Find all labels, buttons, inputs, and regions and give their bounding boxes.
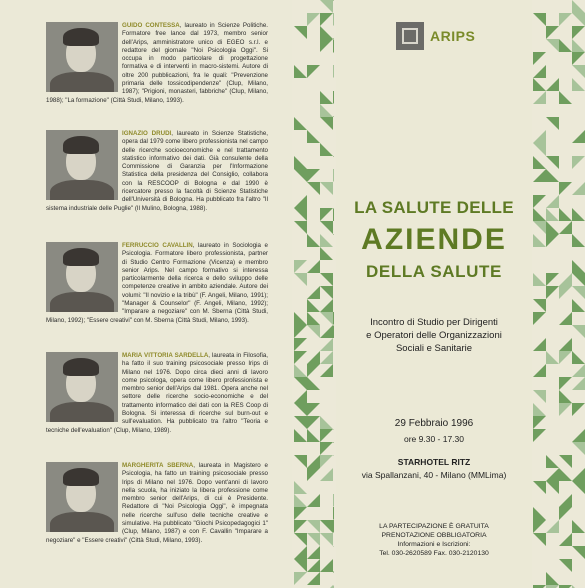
pattern-triangle [559,468,572,481]
pattern-triangle [572,260,585,273]
pattern-triangle [307,572,320,585]
pattern-triangle [307,182,320,195]
pattern-triangle [294,221,307,234]
pattern-triangle [320,182,333,195]
pattern-triangle [572,78,585,91]
pattern-triangle [294,117,307,130]
pattern-triangle [533,338,546,351]
pattern-triangle [533,208,546,221]
pattern-triangle [559,273,572,286]
info-line: Tel. 030-2620589 Fax. 030-2120130 [379,550,489,557]
speaker-name: MARIA VITTORIA SARDELLA [122,352,209,359]
logo-text: ARIPS [430,28,476,44]
speaker-photo [46,130,118,200]
pattern-triangle [572,377,585,390]
pattern-triangle [294,377,307,390]
pattern-triangle [333,572,334,585]
pattern-triangle [294,364,307,377]
pattern-triangle [546,156,559,169]
pattern-triangle [320,325,333,338]
pattern-triangle [307,13,320,26]
pattern-triangle [307,520,320,533]
pattern-triangle [546,520,559,533]
pattern-triangle [320,208,333,221]
event-date: 29 Febbraio 1996 [394,418,474,429]
pattern-triangle [320,286,333,299]
speaker-description: , laureato in Scienze Politiche. Formatore free lance dal 1973, membro senior dell'Arips, amministratore unico di EGEO s.r.l. e redattore del giornale "Noi Psicologia Oggi". Si occupa in modo particolare di progettazione formativa e di interventi in macro-sistemi. Autore di oltre 200 pubblicazioni, fra le quali: "Prevenzione primaria delle tossicodipendenze" (Clup, Milano, 1987); "Prigioni, monasteri, fabbriche" (Clup, Milano, 1988); "La formazione" (Città Studi, Milano, 1993). [46,22,268,104]
pattern-triangle [320,221,333,234]
pattern-triangle [572,130,585,143]
pattern-triangle [333,169,334,182]
title-line-1: LA SALUTE DELLE [354,198,514,217]
pattern-triangle [294,351,307,364]
pattern-triangle [572,65,585,78]
pattern-triangle [533,78,546,91]
pattern-triangle [559,338,572,351]
pattern-triangle [559,286,572,299]
pattern-triangle [572,442,585,455]
pattern-triangle [572,520,585,533]
pattern-triangle [572,234,585,247]
pattern-triangle [320,39,333,52]
pattern-triangle [320,312,333,325]
pattern-triangle [320,559,333,572]
pattern-triangle [533,65,546,78]
pattern-triangle [307,494,320,507]
pattern-triangle [320,234,333,247]
speaker-name: IGNAZIO DRUDI [122,130,172,137]
pattern-triangle [572,52,585,65]
pattern-triangle [307,169,320,182]
pattern-triangle [333,52,334,65]
pattern-triangle [559,377,572,390]
pattern-triangle [546,572,559,585]
decorative-pattern-strip [533,0,585,588]
pattern-triangle [546,195,559,208]
pattern-triangle [572,546,585,559]
pattern-triangle [294,169,307,182]
pattern-triangle [533,312,546,325]
pattern-triangle [559,455,572,468]
pattern-triangle [572,156,585,169]
pattern-triangle [559,39,572,52]
pattern-triangle [559,91,572,104]
pattern-triangle [546,208,559,221]
pattern-triangle [533,520,546,533]
pattern-triangle [559,390,572,403]
pattern-triangle [559,13,572,26]
pattern-triangle [572,26,585,39]
pattern-triangle [294,338,307,351]
pattern-triangle [559,351,572,364]
pattern-triangle [320,468,333,481]
pattern-triangle [333,208,334,221]
pattern-triangle [333,429,334,442]
pattern-triangle [572,403,585,416]
pattern-triangle [320,533,333,546]
pattern-triangle [307,416,320,429]
pattern-triangle [559,533,572,546]
pattern-triangle [294,416,307,429]
pattern-triangle [320,299,333,312]
pattern-triangle [533,130,546,143]
pattern-triangle [320,351,333,364]
pattern-triangle [572,351,585,364]
pattern-triangle [307,468,320,481]
pattern-triangle [307,364,320,377]
pattern-triangle [533,533,546,546]
pattern-triangle [320,104,333,117]
pattern-triangle [320,26,333,39]
pattern-triangle [572,286,585,299]
pattern-triangle [533,13,546,26]
pattern-triangle [333,65,334,78]
pattern-triangle [333,507,334,520]
event-time: ore 9.30 - 17.30 [403,434,464,444]
pattern-triangle [559,208,572,221]
pattern-triangle [572,299,585,312]
pattern-triangle [320,364,333,377]
event-address: via Spallanzani, 40 - Milano (MMLima) [361,470,507,480]
pattern-triangle [572,13,585,26]
pattern-triangle [307,260,320,273]
pattern-triangle [533,364,546,377]
pattern-triangle [320,416,333,429]
pattern-triangle [572,208,585,221]
pattern-triangle [546,351,559,364]
speaker-bio [46,462,268,545]
pattern-triangle [533,52,546,65]
pattern-triangle [307,403,320,416]
pattern-triangle [320,143,333,156]
pattern-triangle [307,65,320,78]
pattern-triangle [333,156,334,169]
cover-panel [336,0,532,588]
pattern-triangle [294,390,307,403]
pattern-triangle [294,494,307,507]
arips-logo [396,22,475,50]
pattern-triangle [559,221,572,234]
pattern-triangle [333,26,334,39]
pattern-triangle [307,351,320,364]
pattern-triangle [572,364,585,377]
speaker-description: , laureato in Sociologia e Psicologia. Formatore libero professionista, partner di Studio Centro Formazione (Vicenza) e membro senior Arips. Nel campo formativo si interessa particolarmente della ricerca e dello sviluppo delle competenze creative in ambito aziendale. Autore dei volumi: "Il novizio e la tribù" (F. Angeli, Milano, 1991); "Manager & Counselor" (F. Angeli, Milano, 1992); "Imparare a negoziare" con M. Sberna (Città Studi, Milano, 1992); "Essere creativi" con M. Sberna (Città Studi, Milano, 1993). [46,242,268,324]
pattern-triangle [294,260,307,273]
pattern-triangle [546,78,559,91]
speaker-description: , laureato in Scienze Statistiche, opera dal 1979 come libero professionista nel campo delle ricerche socioeconomiche e nel trattamento statistico informativo dei dati. Già consulente della Commissione di Garanzia per l'Informazione Statistica della presidenza del Consiglio, collabora con la RESCOOP di Bologna e dal 1990 è ricercatore presso la facoltà di Scienze Statistiche dell'Università di Bologna. Ha pubblicato fra l'altro "Il sistema industriale delle Puglie" (Il Mulino, Bologna, 1988). [46,130,268,212]
pattern-triangle [333,559,334,572]
pattern-triangle [320,455,333,468]
pattern-triangle [333,494,334,507]
pattern-triangle [533,195,546,208]
pattern-triangle [307,546,320,559]
pattern-triangle [294,546,307,559]
speaker-name: GUIDO CONTESSA [122,22,180,29]
speaker-bio [46,22,268,105]
pattern-triangle [333,91,334,104]
pattern-triangle [533,156,546,169]
pattern-triangle [307,234,320,247]
pattern-triangle [572,273,585,286]
pattern-triangle [307,533,320,546]
pattern-triangle [320,520,333,533]
pattern-triangle [307,299,320,312]
pattern-triangle [533,273,546,286]
subtitle-line: Sociali e Sanitarie [395,343,473,354]
pattern-triangle [294,455,307,468]
pattern-triangle [294,533,307,546]
pattern-triangle [546,468,559,481]
pattern-triangle [333,546,334,559]
pattern-triangle [333,520,334,533]
pattern-triangle [333,442,334,455]
pattern-triangle [533,234,546,247]
pattern-triangle [546,39,559,52]
pattern-triangle [320,91,333,104]
pattern-triangle [333,0,334,13]
triangle-pattern [294,0,334,588]
pattern-triangle [294,572,307,585]
pattern-triangle [320,442,333,455]
pattern-triangle [294,520,307,533]
pattern-triangle [307,325,320,338]
speaker-bio [46,130,268,213]
pattern-triangle [294,403,307,416]
pattern-triangle [294,273,307,286]
pattern-triangle [294,559,307,572]
pattern-triangle [546,221,559,234]
pattern-triangle [320,247,333,260]
pattern-triangle [307,559,320,572]
pattern-triangle [294,195,307,208]
speaker-name: FERRUCCIO CAVALLIN [122,242,193,249]
info-line: PRENOTAZIONE OBBLIGATORIA [381,532,487,539]
pattern-triangle [320,273,333,286]
pattern-triangle [320,338,333,351]
pattern-triangle [572,325,585,338]
pattern-triangle [294,429,307,442]
pattern-triangle [572,39,585,52]
pattern-triangle [533,403,546,416]
pattern-triangle [559,182,572,195]
pattern-triangle [307,286,320,299]
pattern-triangle [294,156,307,169]
speaker-bio [46,352,268,435]
speakers-panel [0,0,292,588]
subtitle [336,316,532,355]
pattern-triangle [572,0,585,13]
speaker-photo [46,352,118,422]
title-line-3: DELLA SALUTE [366,262,502,281]
pattern-triangle [307,429,320,442]
speaker-description: , laureata in Magistero e Psicologia, ha fatto un training psicosociale presso Irips di Milano nel 1976. Dopo vent'anni di lavoro nella scuola, ha iniziato la libera professione come membro senior dell'Arips, di cui è Presidente. Redattore di "Noi Psicologia Oggi", è impegnata nelle ricerche sull'uso delle tecniche creative e simulative. Ha pubblicato "Giochi Psicopedagogici 1" (Clup, Milano, 1987) e con F. Cavallin "Imparare a negoziare" e "Essere creativi" (Città Studi, Milano, 1993). [46,462,268,544]
pattern-triangle [333,325,334,338]
pattern-triangle [294,312,307,325]
pattern-triangle [294,208,307,221]
pattern-triangle [533,221,546,234]
pattern-triangle [533,299,546,312]
registration-info [336,522,532,558]
pattern-triangle [294,325,307,338]
pattern-triangle [320,117,333,130]
pattern-triangle [333,104,334,117]
pattern-triangle [294,507,307,520]
speaker-photo [46,462,118,532]
pattern-triangle [320,0,333,13]
pattern-triangle [546,481,559,494]
speaker-description: , laureata in Filosofia, ha fatto il suo training psicosociale presso Irips di Milano nel 1976. Dopo circa dieci anni di lavoro come psicologa, opera come libero professionista e membro senior dell'Arips dal 1981. Opera anche nel settore delle ricerche socio-economiche e del trattamento informatico dei dati con la RES Coop di Bologna. Si interessa di ricerche sul burn-out e sull'evaluation. Ha pubblicato tra l'altro "Teoria e tecniche dell'evaluation" (Clup, Milano, 1989). [46,352,268,434]
triangle-pattern [533,0,585,588]
pattern-triangle [559,312,572,325]
title-line-2: AZIENDE [361,223,507,256]
pattern-triangle [533,481,546,494]
pattern-triangle [533,416,546,429]
pattern-triangle [333,234,334,247]
pattern-triangle [546,234,559,247]
pattern-triangle [559,403,572,416]
pattern-triangle [307,130,320,143]
pattern-triangle [533,507,546,520]
pattern-triangle [546,273,559,286]
pattern-triangle [294,65,307,78]
pattern-triangle [559,507,572,520]
pattern-triangle [559,559,572,572]
subtitle-line: Incontro di Studio per Dirigenti [370,317,498,328]
speaker-photo [46,22,118,92]
pattern-triangle [559,494,572,507]
pattern-triangle [333,13,334,26]
pattern-triangle [307,312,320,325]
pattern-triangle [546,169,559,182]
pattern-triangle [533,169,546,182]
pattern-triangle [533,429,546,442]
pattern-triangle [333,312,334,325]
pattern-triangle [546,117,559,130]
pattern-triangle [546,286,559,299]
pattern-triangle [294,481,307,494]
pattern-triangle [572,481,585,494]
speaker-photo [46,242,118,312]
pattern-triangle [320,429,333,442]
pattern-triangle [546,455,559,468]
pattern-triangle [294,26,307,39]
pattern-triangle [307,455,320,468]
pattern-triangle [572,182,585,195]
speaker-name: MARGHERITA SBERNA [122,462,194,469]
arips-logo-icon [396,22,424,50]
event-venue: STARHOTEL RITZ [397,457,471,467]
speaker-bio [46,242,268,325]
pattern-triangle [533,91,546,104]
pattern-triangle [320,13,333,26]
pattern-triangle [533,143,546,156]
pattern-triangle [307,377,320,390]
pattern-triangle [572,429,585,442]
info-line: Informazioni e Iscrizioni: [397,541,471,548]
info-line: LA PARTECIPAZIONE È GRATUITA [379,523,489,530]
subtitle-line: e Operatori delle Organizzazioni [366,330,502,341]
decorative-pattern-strip [294,0,334,588]
pattern-triangle [333,455,334,468]
pattern-triangle [333,39,334,52]
pattern-triangle [546,26,559,39]
pattern-triangle [533,390,546,403]
pattern-triangle [572,468,585,481]
